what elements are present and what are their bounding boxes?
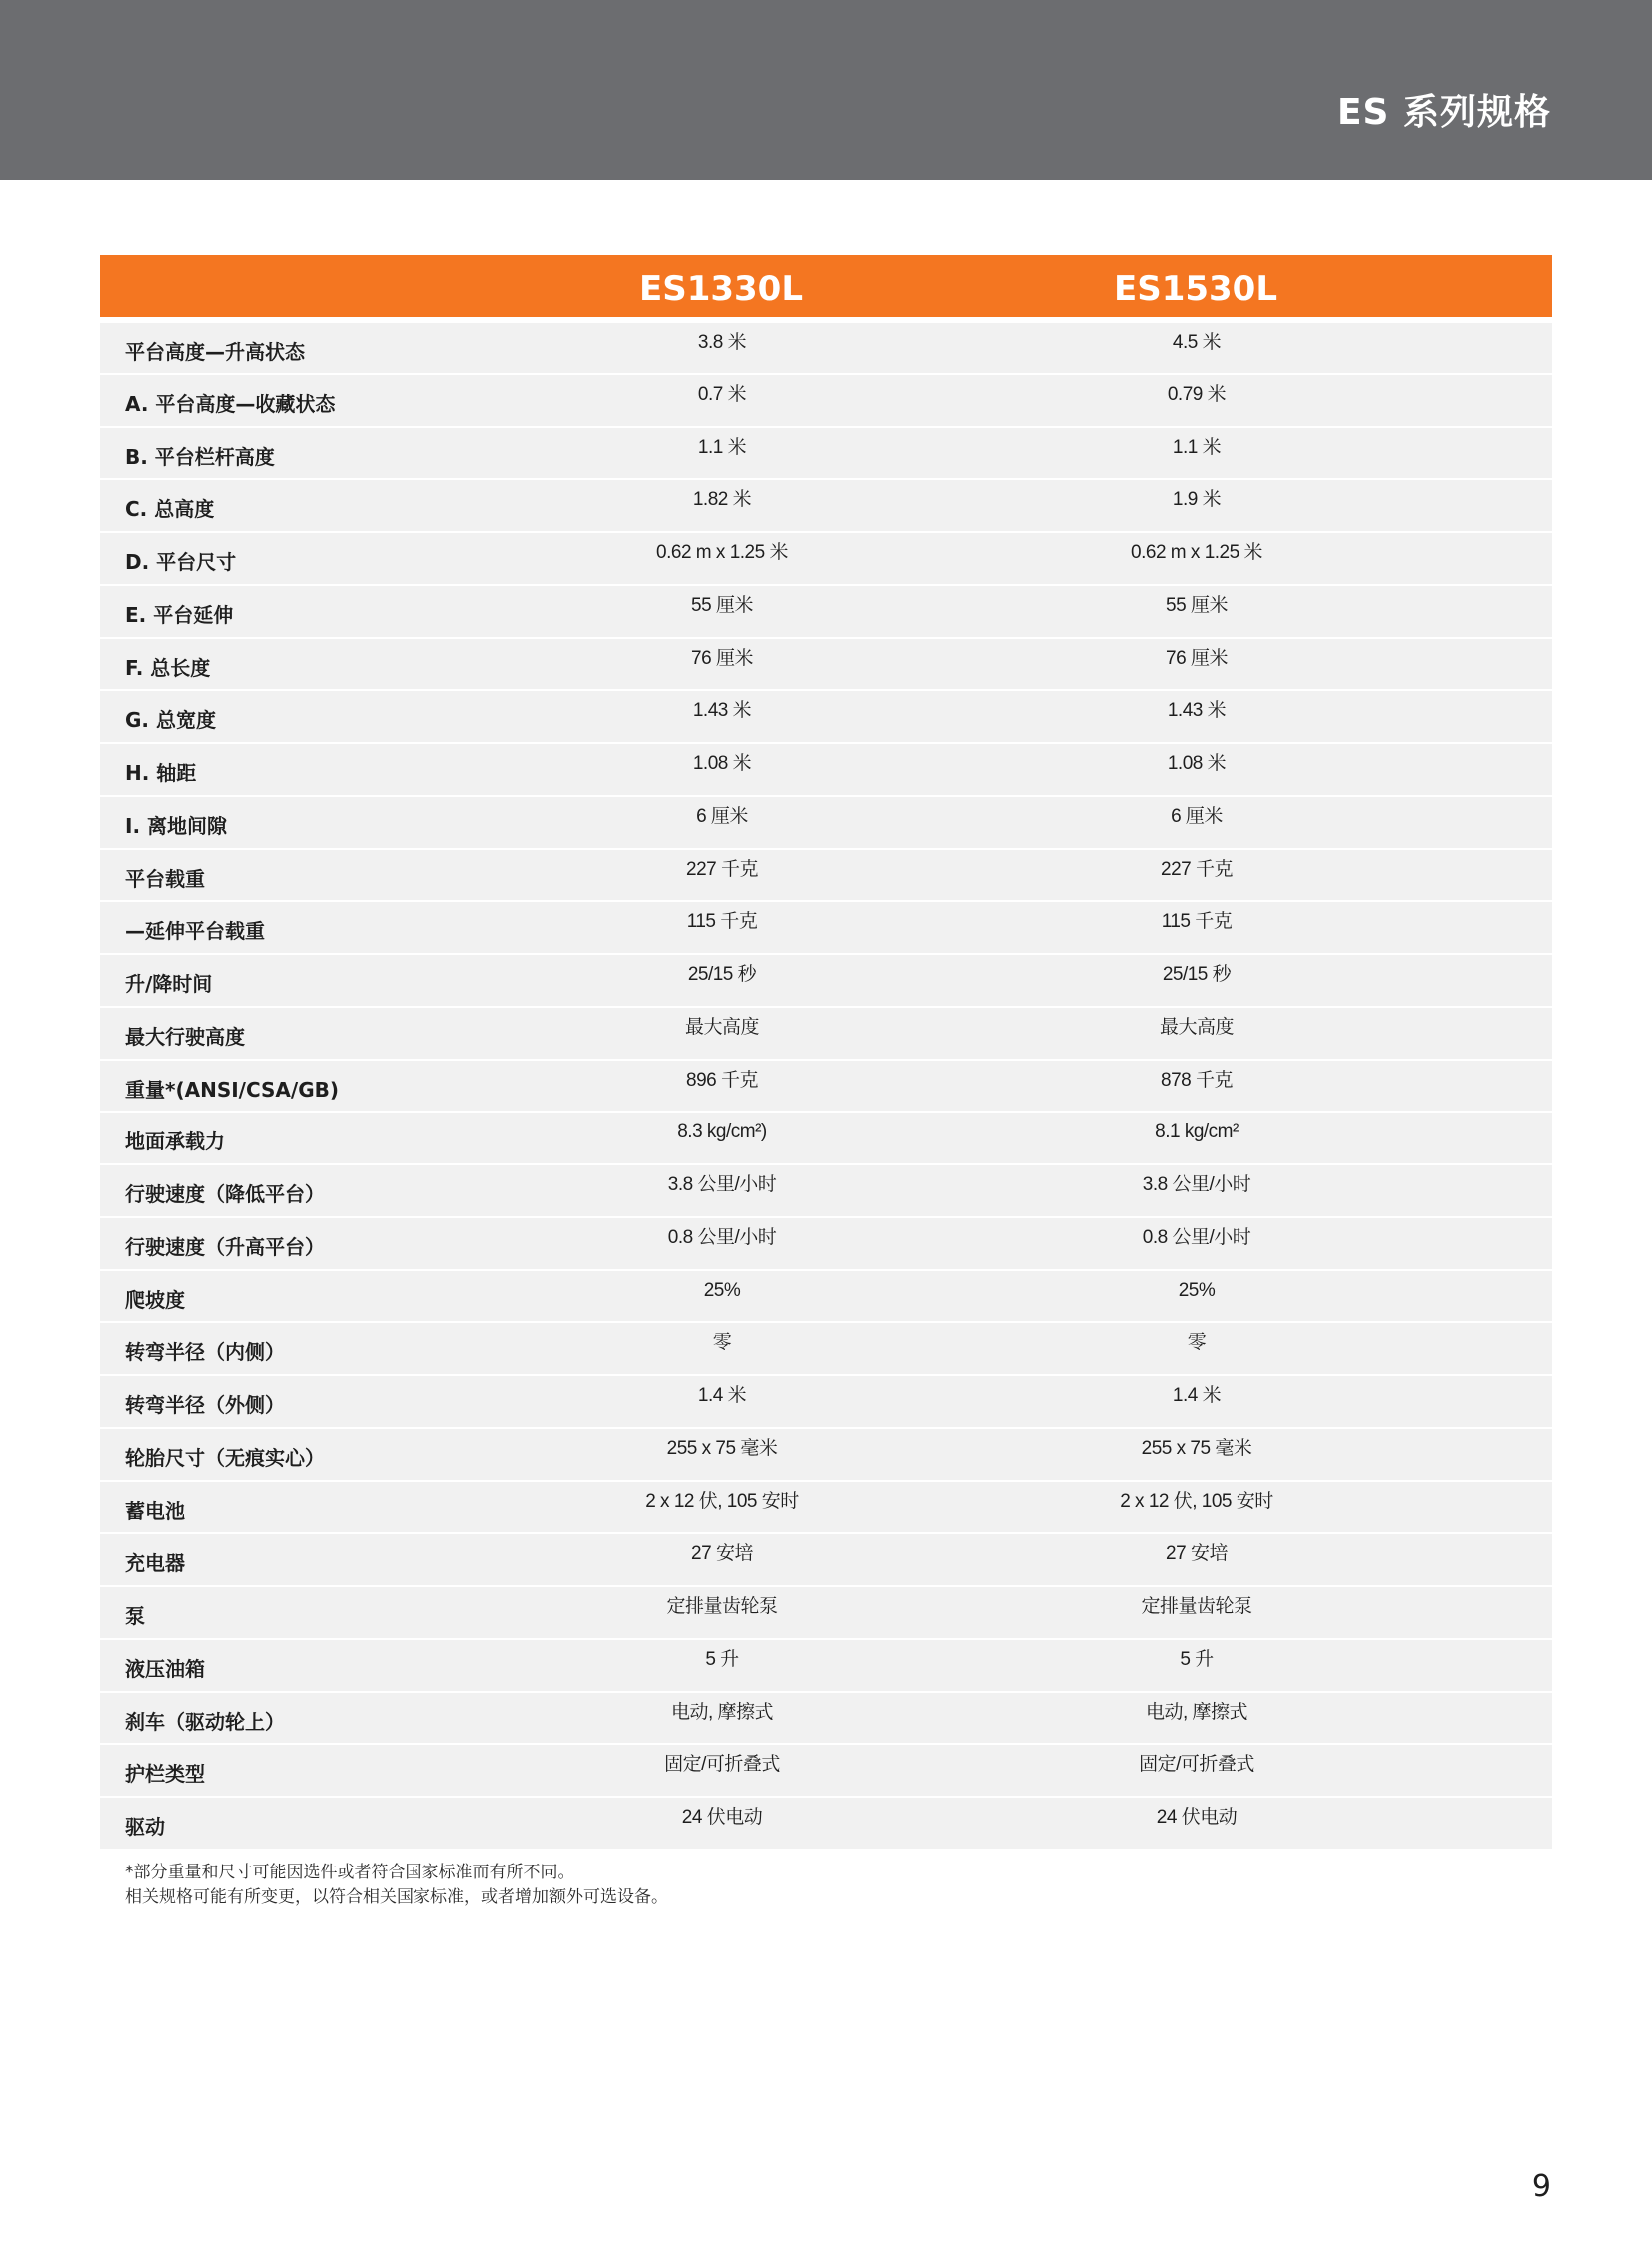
spec-value-es1330l: 227 千克: [686, 858, 758, 880]
table-row: [100, 1693, 1552, 1744]
spec-value-es1530l: 1.08 米: [1167, 753, 1227, 774]
table-row: [100, 902, 1552, 953]
spec-value-es1330l: 25/15 秒: [687, 964, 757, 985]
spec-label: H. 轴距: [125, 761, 197, 785]
spec-label: 爬坡度: [125, 1287, 185, 1312]
table-row: [100, 691, 1552, 742]
spec-value-es1530l: 固定/可折叠式: [1139, 1754, 1254, 1776]
spec-value-es1330l: 1.43 米: [692, 700, 752, 722]
column-header-es1530l: ES1530L: [1113, 269, 1277, 309]
spec-label: 蓄电池: [125, 1498, 185, 1523]
table-row: [100, 1271, 1552, 1322]
table-row: [100, 1482, 1552, 1533]
spec-value-es1530l: 115 千克: [1161, 911, 1233, 933]
table-row: [100, 586, 1552, 637]
spec-value-es1330l: 5 升: [705, 1648, 739, 1670]
table-row: [100, 1587, 1552, 1638]
spec-value-es1530l: 2 x 12 伏, 105 安时: [1120, 1490, 1273, 1512]
spec-label: F. 总长度: [125, 655, 211, 680]
spec-value-es1530l: 6 厘米: [1171, 805, 1223, 827]
table-row: [100, 850, 1552, 901]
spec-value-es1530l: 1.4 米: [1172, 1385, 1222, 1406]
table-row: [100, 744, 1552, 795]
spec-value-es1530l: 电动, 摩擦式: [1145, 1701, 1248, 1723]
spec-value-es1330l: 电动, 摩擦式: [670, 1701, 774, 1723]
spec-label: 轮胎尺寸（无痕实心）: [125, 1445, 325, 1470]
top-banner: [0, 0, 1652, 180]
table-row: [100, 1534, 1552, 1585]
spec-value-es1530l: 25%: [1178, 1279, 1216, 1301]
spec-value-es1330l: 定排量齿轮泵: [666, 1596, 778, 1617]
spec-label: 平台载重: [125, 866, 205, 891]
spec-label: D. 平台尺寸: [125, 550, 237, 574]
spec-label: E. 平台延伸: [125, 602, 234, 627]
page-number: 9: [1531, 2169, 1551, 2204]
footnote: *部分重量和尺寸可能因选件或者符合国家标准而有所不同。: [125, 1863, 575, 1882]
spec-value-es1330l: 0.7 米: [697, 383, 747, 405]
spec-value-es1530l: 1.43 米: [1167, 700, 1227, 722]
spec-label: B. 平台栏杆高度: [125, 444, 275, 469]
spec-label: 护栏类型: [125, 1762, 205, 1787]
spec-label: G. 总宽度: [125, 708, 216, 733]
spec-label: 液压油箱: [125, 1656, 205, 1681]
table-row: [100, 1061, 1552, 1112]
footnotes: [125, 1861, 668, 1910]
spec-label: 升/降时间: [125, 972, 213, 996]
spec-value-es1530l: 3.8 公里/小时: [1142, 1174, 1251, 1195]
table-row: [100, 955, 1552, 1006]
column-header-es1330l: ES1330L: [638, 269, 803, 309]
spec-value-es1530l: 878 千克: [1161, 1069, 1233, 1091]
spec-label: 最大行驶高度: [125, 1024, 245, 1049]
spec-value-es1330l: 2 x 12 伏, 105 安时: [645, 1490, 799, 1512]
table-row: [100, 1376, 1552, 1427]
spec-value-es1330l: 固定/可折叠式: [664, 1754, 780, 1776]
spec-value-es1330l: 1.08 米: [692, 753, 752, 774]
spec-value-es1330l: 6 厘米: [696, 805, 748, 827]
spec-value-es1530l: 定排量齿轮泵: [1141, 1596, 1252, 1617]
spec-label: 转弯半径（外侧）: [125, 1393, 285, 1417]
table-row: [100, 1218, 1552, 1269]
spec-value-es1330l: 255 x 75 毫米: [666, 1437, 778, 1459]
spec-label: 泵: [125, 1604, 145, 1628]
spec-value-es1530l: 55 厘米: [1166, 594, 1228, 616]
table-row: [100, 480, 1552, 531]
spec-label: 转弯半径（内侧）: [125, 1340, 285, 1365]
table-row: [100, 1165, 1552, 1216]
spec-label: 刹车（驱动轮上）: [125, 1709, 285, 1734]
footnote: 相关规格可能有所变更，以符合相关国家标准，或者增加额外可选设备。: [125, 1887, 668, 1907]
table-row: [100, 1640, 1552, 1691]
spec-value-es1330l: 3.8 米: [697, 332, 747, 353]
spec-label: 平台高度—升高状态: [125, 340, 305, 364]
spec-value-es1330l: 0.62 m x 1.25 米: [656, 542, 788, 563]
spec-value-es1530l: 4.5 米: [1172, 332, 1222, 353]
spec-value-es1330l: 零: [712, 1332, 732, 1354]
spec-value-es1330l: 55 厘米: [691, 594, 753, 616]
spec-value-es1330l: 1.4 米: [697, 1385, 747, 1406]
spec-label: 重量*(ANSI/CSA/GB): [125, 1077, 340, 1102]
spec-value-es1530l: 5 升: [1180, 1648, 1214, 1670]
spec-value-es1530l: 27 安培: [1166, 1543, 1228, 1565]
spec-value-es1330l: 24 伏电动: [681, 1807, 763, 1828]
spec-label: 行驶速度（降低平台）: [125, 1182, 325, 1206]
spec-value-es1530l: 8.1 kg/cm²: [1155, 1121, 1239, 1143]
spec-value-es1330l: 896 千克: [686, 1069, 758, 1091]
spec-value-es1330l: 1.1 米: [697, 436, 747, 458]
spec-value-es1330l: 8.3 kg/cm²): [677, 1121, 767, 1143]
table-row: [100, 1798, 1552, 1849]
table-row: [100, 639, 1552, 690]
spec-value-es1530l: 零: [1187, 1332, 1207, 1354]
table-row: [100, 428, 1552, 479]
spec-label: 充电器: [125, 1551, 185, 1576]
table-row: [100, 797, 1552, 848]
spec-value-es1530l: 25/15 秒: [1162, 964, 1232, 985]
spec-label: C. 总高度: [125, 497, 215, 522]
spec-value-es1330l: 25%: [703, 1279, 741, 1301]
spec-value-es1330l: 76 厘米: [691, 647, 753, 669]
page-title: ES 系列规格: [1336, 92, 1551, 133]
table-header: [100, 255, 1552, 317]
spec-value-es1530l: 1.1 米: [1172, 436, 1222, 458]
table-row: [100, 1113, 1552, 1163]
table-row: [100, 533, 1552, 584]
spec-value-es1530l: 76 厘米: [1166, 647, 1228, 669]
spec-label: I. 离地间隙: [125, 813, 228, 838]
spec-value-es1530l: 最大高度: [1159, 1016, 1234, 1038]
spec-value-es1530l: 0.62 m x 1.25 米: [1131, 542, 1262, 563]
table-row: [100, 1745, 1552, 1796]
spec-value-es1530l: 255 x 75 毫米: [1141, 1437, 1252, 1459]
spec-label: 行驶速度（升高平台）: [125, 1234, 325, 1259]
spec-value-es1530l: 227 千克: [1161, 858, 1233, 880]
spec-value-es1330l: 最大高度: [684, 1016, 759, 1038]
table-row: [100, 323, 1552, 374]
spec-value-es1530l: 24 伏电动: [1156, 1807, 1238, 1828]
table-row: [100, 1008, 1552, 1059]
table-row: [100, 1429, 1552, 1480]
spec-value-es1330l: 115 千克: [686, 911, 758, 933]
spec-value-es1330l: 27 安培: [691, 1543, 753, 1565]
spec-value-es1330l: 3.8 公里/小时: [667, 1174, 777, 1195]
spec-label: A. 平台高度—收藏状态: [125, 391, 336, 416]
spec-value-es1530l: 1.9 米: [1172, 489, 1222, 511]
spec-value-es1530l: 0.79 米: [1167, 383, 1227, 405]
spec-label: —延伸平台载重: [125, 919, 265, 944]
spec-label: 地面承载力: [125, 1129, 225, 1154]
spec-label: 驱动: [125, 1815, 165, 1839]
spec-table: [100, 255, 1552, 1851]
table-body: [100, 323, 1552, 1849]
spec-value-es1330l: 0.8 公里/小时: [667, 1226, 777, 1248]
spec-value-es1330l: 1.82 米: [692, 489, 752, 511]
table-row: [100, 375, 1552, 426]
spec-value-es1530l: 0.8 公里/小时: [1142, 1226, 1251, 1248]
table-row: [100, 1323, 1552, 1374]
